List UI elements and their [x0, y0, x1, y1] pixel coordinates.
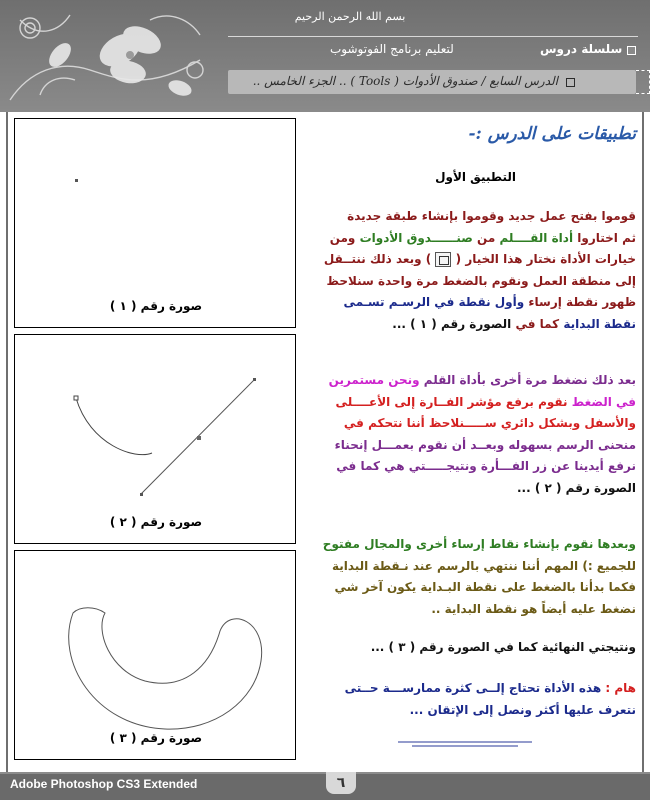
p1-text: وأول نقطة في الرسـم تسـمى [343, 295, 525, 310]
p3-text: وبعدها نقوم بإنشاء نقاط إرساء أخرى والمجال مفتوح [322, 537, 636, 551]
p2-text: الصورة رقم ( ٢ ) ... [517, 480, 636, 495]
page-header [0, 0, 650, 112]
p5-text: نتعرف عليها أكثر ونصل إلى الإتقان ... [409, 702, 636, 717]
figure-2 [14, 334, 296, 544]
p5-text: هذه الأداة تحتاج إلــى كثرة ممارســـة حــتى [344, 681, 602, 695]
important-label: هام : [605, 681, 636, 695]
direction-handle [140, 493, 143, 496]
series-title: سلسلة دروس [540, 42, 623, 56]
anchor-point [74, 396, 78, 400]
course-title: لتعليم برنامج الفوتوشوب [330, 42, 454, 56]
paragraph-5 [314, 678, 636, 721]
figure-1 [14, 118, 296, 328]
figure-3-canvas [15, 551, 295, 759]
tools-box-label: صنــــــدوق الأدوات [359, 230, 473, 245]
footer-app-name: Adobe Photoshop CS3 Extended [10, 777, 198, 791]
series-bullet-icon [627, 46, 636, 55]
lesson-bullet-icon [566, 78, 575, 87]
p1-text: ومن [329, 230, 356, 245]
floral-ornament-icon [0, 0, 230, 112]
p1-text: خيارات الأداة نختار هذا الخيار ( [455, 252, 636, 267]
paragraph-4 [314, 637, 636, 659]
p2-text: ونحن مستمرين [328, 373, 420, 387]
paragraph-1 [314, 206, 636, 336]
pen-tool-label: أداة القــــلم [499, 230, 574, 245]
applications-heading: تطبيقات على الدرس :- [468, 124, 636, 144]
figure-2-canvas [15, 335, 295, 543]
figure-3 [14, 550, 296, 760]
p1-text: ظهور نقطة إرساء [528, 295, 636, 310]
pen-tool-option-icon [435, 252, 451, 267]
p3-text: للجميع :) المهم أننا ننتهي بالرسم عند نـقطة البداية [331, 558, 636, 573]
anchor-point [75, 179, 78, 182]
figure-1-canvas [15, 119, 295, 327]
p2-text: نقوم برفع مؤشر الفــارة إلى الأعــــلى [335, 394, 568, 409]
figure-caption: صورة رقم ( ٣ ) [109, 731, 203, 745]
paragraph-2 [314, 370, 636, 500]
p1-text: ) وبعد ذلك ننتــقل [323, 252, 432, 267]
closed-shape-path [69, 608, 262, 729]
decorative-divider [398, 740, 532, 750]
p1-text: إلى منطقة العمل ونقوم بالضغط مرة واحدة سنلاحظ [326, 273, 636, 288]
curve-path [76, 398, 152, 455]
anchor-point [197, 436, 201, 440]
p2-text: في الضغط [571, 394, 636, 409]
p1-text: من [477, 230, 496, 245]
header-rule [228, 36, 638, 37]
p1-text: الصورة رقم ( ١ ) ... [392, 316, 512, 331]
page-number: ٦ [326, 772, 356, 794]
p3-text: نضغط عليه أيضاً هو نقطة البداية .. [431, 601, 636, 616]
p1-text: قوموا بفتح عمل جديد وقوموا بإنشاء طبقة جديدة [347, 209, 636, 223]
figure-caption: صورة رقم ( ٢ ) [109, 515, 203, 529]
p1-text: ثم اختاروا [577, 230, 636, 245]
p2-text: منحنى الرسم بسهوله وبعــد أن نقوم بعمـــل إنحناء [334, 437, 636, 452]
basmala: بسم الله الرحمن الرحيم [294, 10, 406, 23]
direction-handle [253, 378, 256, 381]
paragraph-3 [314, 534, 636, 620]
p2-text: نرفع أيدينا عن زر الفـــأرة ونتيجـــــتي هي كما في [336, 459, 636, 474]
p1-text: كما في [515, 316, 560, 331]
p2-text: والأسفل وبشكل دائري ســـــنلاحظ أننا نتحكم في [343, 416, 636, 431]
first-application-title: التطبيق الأول [435, 170, 516, 184]
p4-text: ونتيجتي النهائية كما في الصورة رقم ( ٣ ) ... [370, 640, 636, 654]
p1-text: نقطة البداية [563, 316, 636, 331]
lesson-title: الدرس السابع / صندوق الأدوات ( Tools ) .. الجزء الخامس .. [252, 74, 558, 88]
p2-text: بعد ذلك نضغط مرة أخرى بأداة القلم [423, 373, 636, 387]
figure-caption: صورة رقم ( ١ ) [109, 299, 203, 313]
p3-text: فكما بدأنا بالضغط على نقطة البـداية يكون آخر شي [334, 580, 636, 595]
